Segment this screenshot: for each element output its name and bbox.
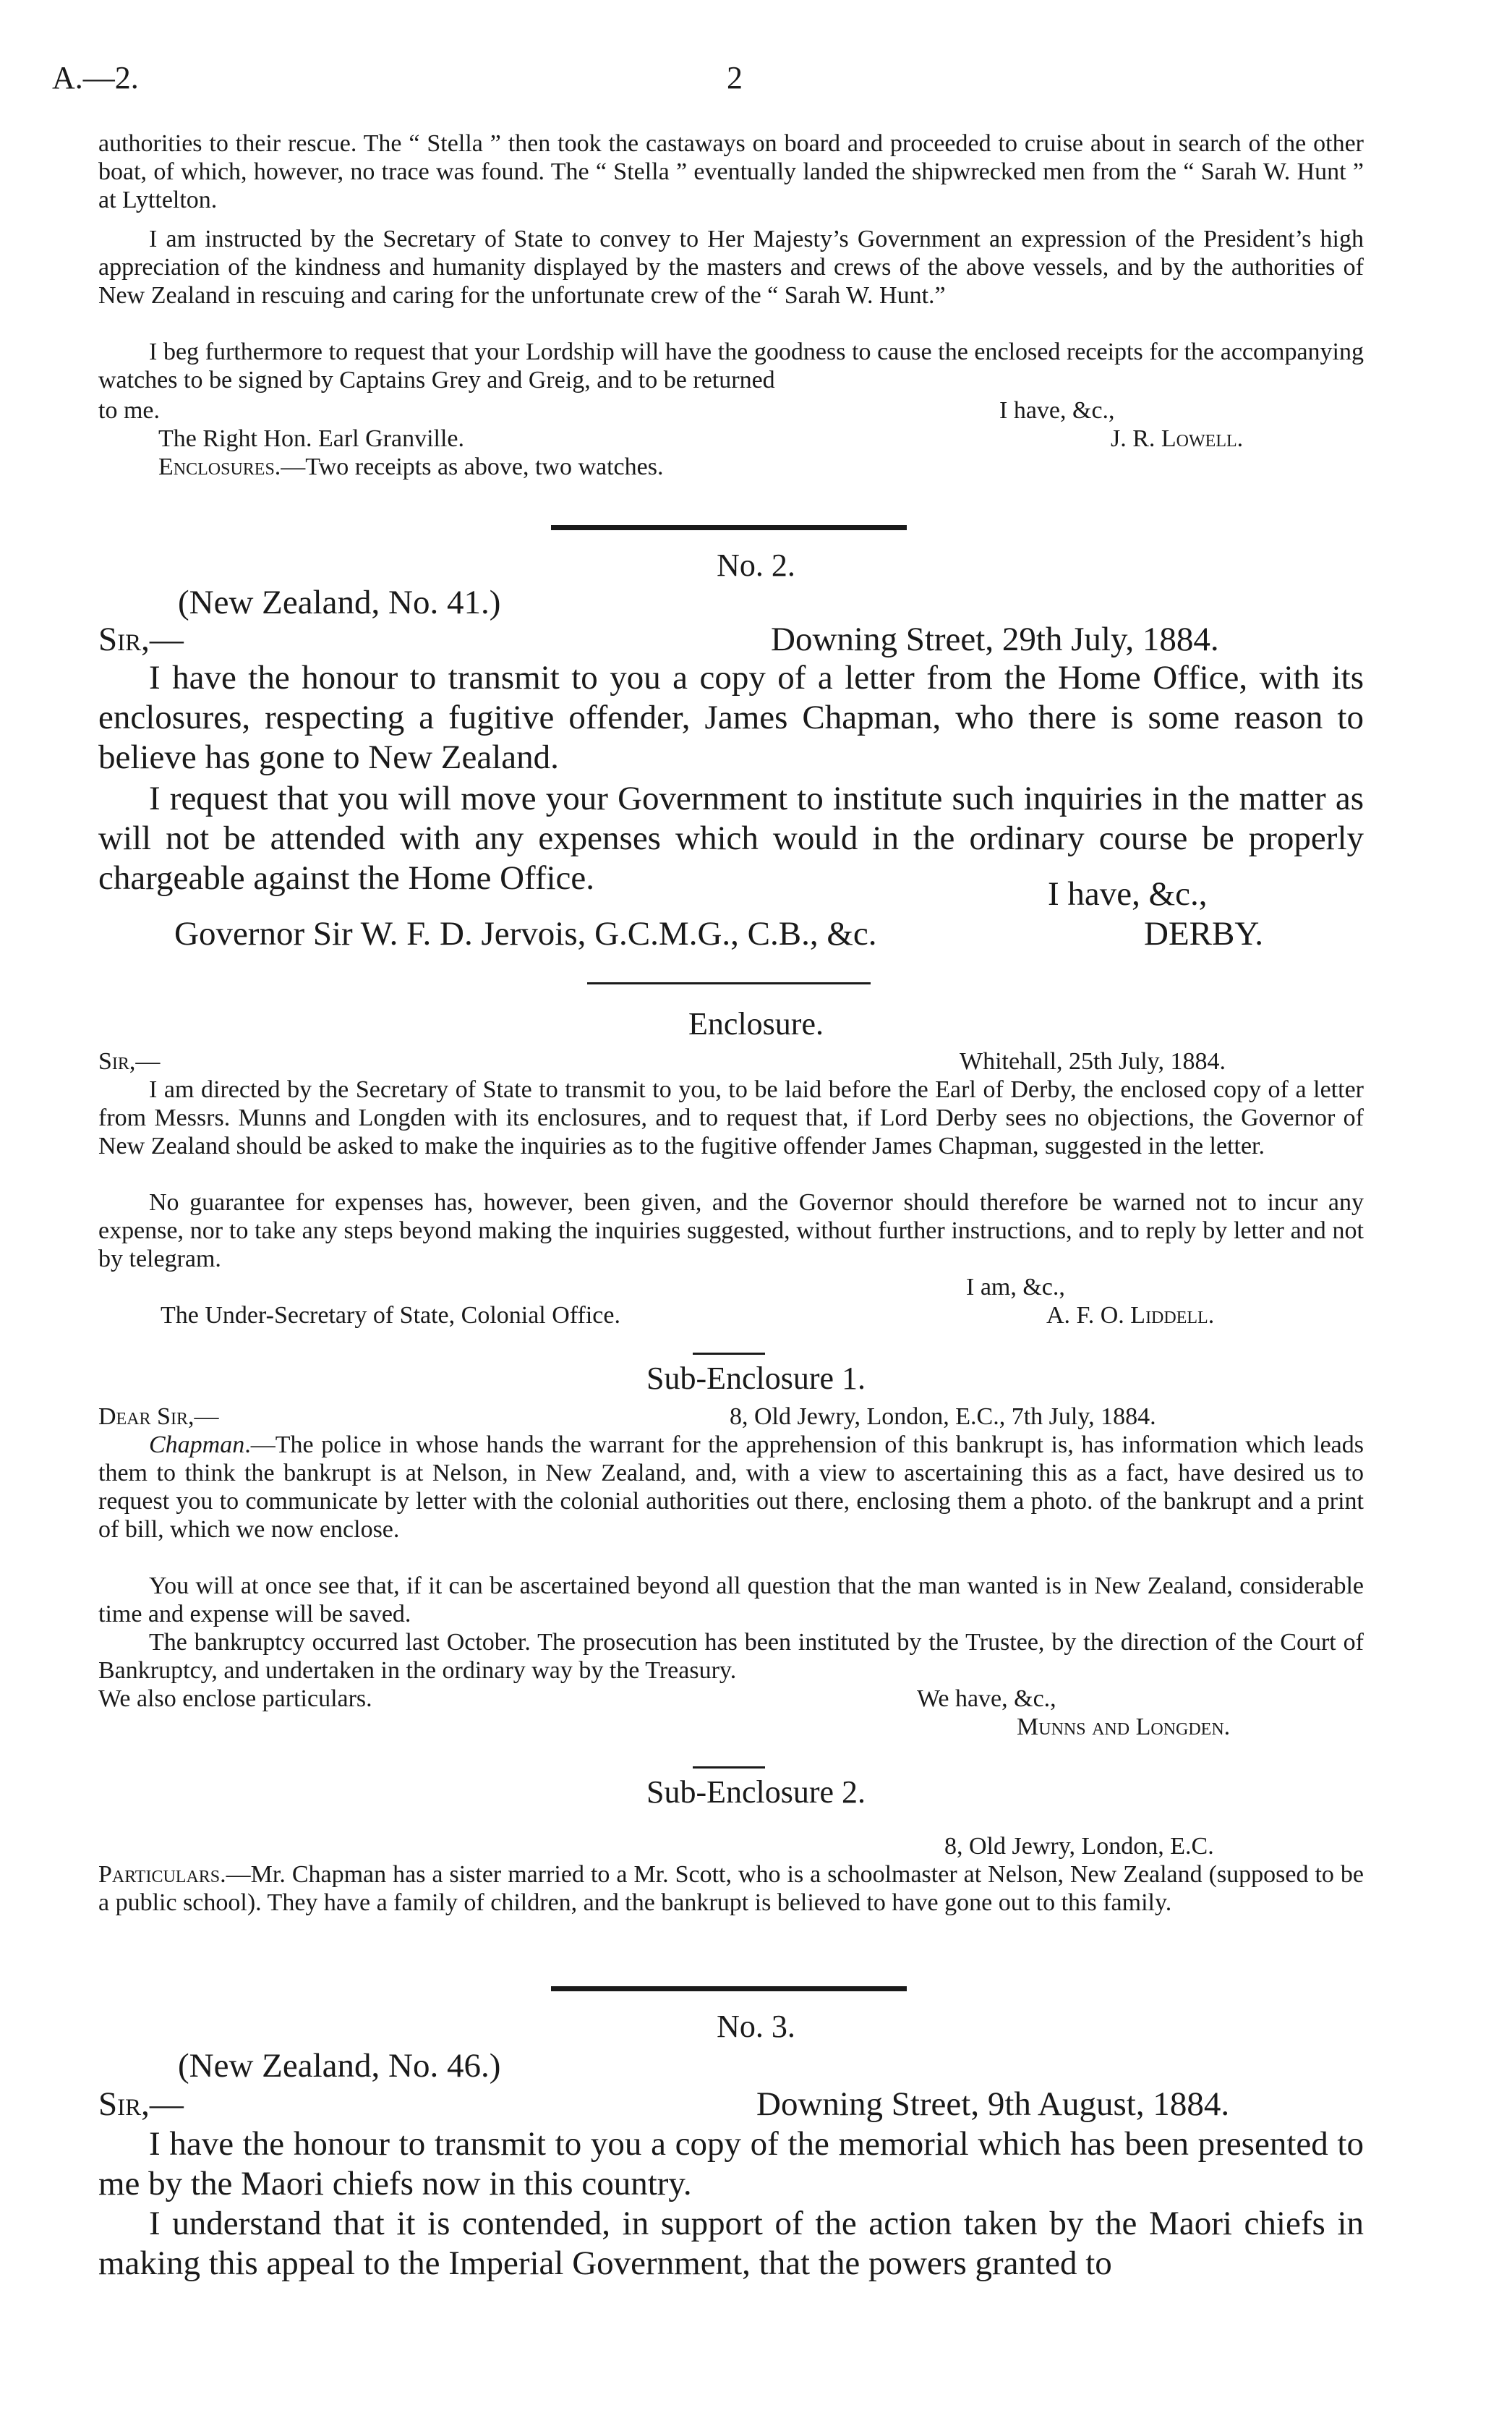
letter1-enclosures (98, 453, 1364, 482)
no2-place-date: Downing Street, 29th July, 1884. (771, 621, 1219, 658)
letter1-closing-row (98, 396, 1364, 425)
enclosure-closing-row (98, 1273, 1364, 1302)
enclosures-text: .—Two receipts as above, two watches. (274, 454, 664, 480)
sub1-paragraph-1-lead: Chapman (149, 1431, 245, 1458)
enclosure-place-date: Whitehall, 25th July, 1884. (960, 1048, 1226, 1075)
sub2-paragraph (98, 1860, 1364, 1917)
document-reference: A.—2. (52, 60, 139, 95)
no3-paragraph-1: I have the honour to transmit to you a copy of the memorial which has been presented to me by the Maori chiefs now in this country. (98, 2125, 1364, 2202)
enclosure-signature-row (98, 1301, 1364, 1330)
sub1-paragraph-2: You will at once see that, if it can be ascertained beyond all question that the man wanted is in New Zealand, considerable time and expense will be saved. (98, 1572, 1364, 1627)
no3-reference: (New Zealand, No. 46.) (178, 2047, 501, 2085)
no2-heading: No. 2. (717, 548, 795, 583)
no3-paragraph-2: I understand that it is contended, in support of the action taken by the Maori chiefs in making this appeal to the Imperial Government, that the powers granted to (98, 2205, 1364, 2282)
no3-heading: No. 3. (717, 2009, 795, 2044)
enclosures-label: Enclosures (158, 454, 275, 480)
page-number: 2 (727, 60, 743, 95)
enclosure-paragraph-1: I am directed by the Secretary of State to transmit to you, to be laid before the Earl of Derby, the enclosed copy of a letter from Messrs. Munns and Longden with its enclosures, and to request that, if Lord Derby sees no objections, the Governor of New Zealand should be asked to make the inquiries as to the fugitive offender James Chapman, suggested in the letter. (98, 1076, 1364, 1159)
section-divider-thick (551, 525, 907, 530)
enclosure-salutation: Sir,— (98, 1048, 161, 1075)
no3-salutation: Sir,— (98, 2085, 184, 2123)
particulars-text: .—Mr. Chapman has a sister married to a Mr. Scott, who is a schoolmaster at Nelson, New Zealand (supposed to be a public school). They have a family of children, and the bankrupt is believed to have gone out to this family. (98, 1861, 1364, 1916)
no2-salutation: Sir,— (98, 621, 184, 658)
no2-signature: DERBY. (1144, 915, 1263, 953)
sub1-salutation-row (98, 1403, 1364, 1431)
no2-addressee: Governor Sir W. F. D. Jervois, G.C.M.G., C.B., &c. (174, 915, 877, 953)
no2-closing: I have, &c., (1048, 875, 1208, 913)
particulars-label: Particulars (98, 1861, 221, 1888)
sub1-paragraph-3: The bankruptcy occurred last October. The prosecution has been instituted by the Trustee, by the direction of the Court of Bankruptcy, and undertaken in the ordinary way by the Treasury. (98, 1629, 1364, 1684)
enclosure-signature: A. F. O. Liddell. (1046, 1302, 1215, 1329)
sub1-paragraph-1 (98, 1431, 1364, 1544)
no2-reference: (New Zealand, No. 41.) (178, 584, 501, 621)
letter1-paragraph-3-end: to me. (98, 397, 160, 424)
no2-reference-row (98, 583, 1364, 623)
section-divider-thick (551, 1986, 907, 1991)
no3-place-date: Downing Street, 9th August, 1884. (756, 2085, 1230, 2123)
letter1-signature: J. R. Lowell. (1111, 425, 1244, 452)
no2-paragraph-2: I request that you will move your Government to institute such inquiries in the matter as will not be attended with any expenses which would in the ordinary course be properly chargeable against the Home Office. (98, 780, 1364, 897)
no3-salutation-row (98, 2085, 1364, 2125)
sub2-place: 8, Old Jewry, London, E.C. (944, 1833, 1214, 1860)
letter1-paragraph-1: authorities to their rescue. The “ Stella ” then took the castaways on board and proceeded to cruise about in search of the other boat, of which, however, no trace was found. The “ Stella ” eventually landed the shipwrecked men from the “ Sarah W. Hunt ” at Lyttelton. (98, 130, 1364, 213)
no2-signature-row (98, 914, 1364, 955)
section-divider-thin (587, 982, 871, 984)
sub2-heading: Sub-Enclosure 2. (646, 1774, 866, 1810)
sub1-closing-row (98, 1685, 1364, 1714)
enclosure-addressee: The Under-Secretary of State, Colonial Office. (161, 1302, 620, 1329)
letter1-paragraph-3: I beg furthermore to request that your Lordship will have the goodness to cause the enclosed receipts for the accompanying watches to be signed by Captains Grey and Greig, and to be returned (98, 339, 1364, 393)
enclosure-paragraph-2: No guarantee for expenses has, however, been given, and the Governor should therefore be warned not to incur any expense, nor to take any steps beyond making the inquiries suggested, without further instructions, and to reply by letter and not by telegram. (98, 1189, 1364, 1272)
sub1-closing: We have, &c., (917, 1685, 1056, 1712)
sub2-place-row (98, 1832, 1364, 1861)
no3-reference-row (98, 2046, 1364, 2087)
letter1-closing: I have, &c., (999, 397, 1115, 424)
no2-salutation-row (98, 620, 1364, 660)
enclosure-heading: Enclosure. (688, 1006, 824, 1042)
sub1-heading: Sub-Enclosure 1. (646, 1361, 866, 1396)
letter1-addressee: The Right Hon. Earl Granville. (158, 425, 465, 452)
enclosure-closing: I am, &c., (966, 1274, 1065, 1301)
no2-closing-row (98, 874, 1364, 915)
subsection-divider (693, 1766, 765, 1769)
sub1-salutation: Dear Sir,— (98, 1403, 219, 1430)
letter1-signature-row (98, 425, 1364, 454)
sub1-signature-row (98, 1713, 1364, 1742)
enclosure-salutation-row (98, 1047, 1364, 1076)
sub1-place-date: 8, Old Jewry, London, E.C., 7th July, 1884. (730, 1403, 1156, 1430)
no2-paragraph-1: I have the honour to transmit to you a copy of a letter from the Home Office, with its enclosures, respecting a fugitive offender, James Chapman, who there is some reason to believe has gone to New Zealand. (98, 659, 1364, 776)
sub1-paragraph-3-end: We also enclose particulars. (98, 1685, 372, 1712)
subsection-divider (693, 1353, 765, 1355)
sub1-signature: Munns and Longden. (1017, 1714, 1231, 1740)
letter1-paragraph-2: I am instructed by the Secretary of State to convey to Her Majesty’s Government an expression of the President’s high appreciation of the kindness and humanity displayed by the masters and crews of the above vessels, and by the authorities of New Zealand in rescuing and caring for the unfortunate crew of the “ Sarah W. Hunt.” (98, 226, 1364, 309)
sub1-paragraph-1-text: .—The police in whose hands the warrant for the apprehension of this bankrupt is, has information which leads them to think the bankrupt is at Nelson, in New Zealand, and, with a view to ascertaining this as a fact, have desired us to request you to communicate by letter with the colonial authorities out there, enclosing them a photo. of the bankrupt and a print of bill, which we now enclose. (98, 1431, 1364, 1543)
